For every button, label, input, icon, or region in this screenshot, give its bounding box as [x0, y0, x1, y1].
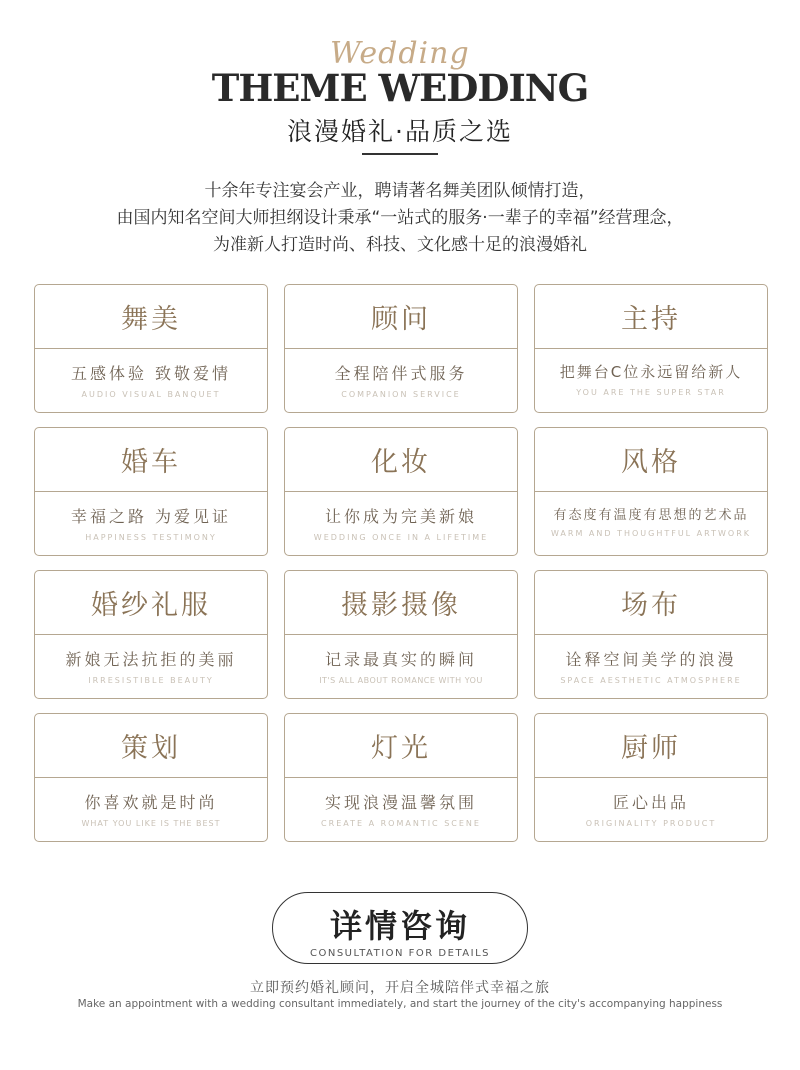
service-tagline: 把舞台C位永远留给新人 [559, 363, 743, 381]
service-tagline-en: COMPANION SERVICE [341, 390, 461, 399]
service-tagline: 记录最真实的瞬间 [324, 650, 477, 669]
service-tagline-en: YOU ARE THE SUPER STAR [576, 388, 726, 397]
service-tagline: 匠心出品 [612, 793, 689, 812]
consultation-sublabel: CONSULTATION FOR DETAILS [310, 948, 490, 959]
intro-line: 为准新人打造时尚、科技、文化感十足的浪漫婚礼 [213, 235, 587, 255]
service-title: 摄影摄像 [285, 571, 517, 635]
service-tagline: 诠释空间美学的浪漫 [565, 650, 737, 669]
service-title: 厨师 [535, 714, 767, 778]
service-title: 婚车 [35, 428, 267, 492]
service-card-planning[interactable] [34, 713, 268, 842]
service-tagline: 全程陪伴式服务 [334, 364, 468, 383]
service-title: 婚纱礼服 [35, 571, 267, 635]
service-tagline: 五感体验 致敬爱情 [70, 364, 232, 383]
service-tagline: 幸福之路 为爱见证 [70, 507, 232, 526]
service-card-venue[interactable] [534, 570, 768, 699]
service-card-photo[interactable] [284, 570, 518, 699]
service-tagline-en: IRRESISTIBLE BEAUTY [88, 676, 214, 685]
service-tagline-en: CREATE A ROMANTIC SCENE [321, 819, 481, 828]
service-tagline-en: SPACE AESTHETIC ATMOSPHERE [560, 676, 742, 685]
service-title: 舞美 [35, 285, 267, 349]
service-card-makeup[interactable] [284, 427, 518, 556]
consultation-button[interactable] [272, 892, 528, 964]
service-card-chef[interactable] [534, 713, 768, 842]
service-tagline-en: WARM AND THOUGHTFUL ARTWORK [550, 529, 752, 538]
service-tagline-en: IT'S ALL ABOUT ROMANCE WITH YOU [319, 676, 483, 685]
page-title: THEME WEDDING [211, 66, 589, 110]
consultation-label: 详情咨询 [329, 907, 470, 945]
service-tagline: 让你成为完美新娘 [324, 507, 477, 526]
service-title: 场布 [535, 571, 767, 635]
service-tagline-en: HAPPINESS TESTIMONY [85, 533, 217, 542]
service-card-gown[interactable] [34, 570, 268, 699]
service-title: 灯光 [285, 714, 517, 778]
title-divider [362, 153, 438, 155]
services-grid [34, 284, 770, 844]
service-title: 风格 [535, 428, 767, 492]
service-card-car[interactable] [34, 427, 268, 556]
service-tagline-en: AUDIO VISUAL BANQUET [81, 390, 221, 399]
service-card-stage[interactable] [34, 284, 268, 413]
wedding-script-word: Wedding [330, 36, 470, 71]
service-card-consultant[interactable] [284, 284, 518, 413]
service-tagline: 你喜欢就是时尚 [84, 793, 218, 812]
page-subtitle: 浪漫婚礼·品质之选 [287, 117, 513, 146]
service-card-host[interactable] [534, 284, 768, 413]
service-tagline-en: WEDDING ONCE IN A LIFETIME [313, 533, 489, 542]
footer-text: 立即预约婚礼顾问，开启全城陪伴式幸福之旅 [250, 980, 550, 996]
service-title: 顾问 [285, 285, 517, 349]
service-tagline-en: ORIGINALITY PRODUCT [585, 819, 717, 828]
service-tagline: 实现浪漫温馨氛围 [324, 793, 477, 812]
intro-line: 十余年专注宴会产业，聘请著名舞美团队倾情打造， [204, 181, 596, 201]
service-title: 策划 [35, 714, 267, 778]
service-tagline: 有态度有温度有思想的艺术品 [553, 508, 749, 523]
service-title: 主持 [535, 285, 767, 349]
intro-text [0, 178, 800, 259]
service-card-style[interactable] [534, 427, 768, 556]
service-card-lighting[interactable] [284, 713, 518, 842]
header [0, 0, 800, 160]
intro-line: 由国内知名空间大师担纲设计秉承“一站式的服务·一辈子的幸福”经营理念， [116, 208, 684, 228]
service-tagline: 新娘无法抗拒的美丽 [65, 650, 237, 669]
footer-text-en: Make an appointment with a wedding consultant immediately, and start the journey of the city's accompanying happiness [77, 998, 723, 1010]
service-title: 化妆 [285, 428, 517, 492]
service-tagline-en: WHAT YOU LIKE IS THE BEST [81, 819, 221, 828]
